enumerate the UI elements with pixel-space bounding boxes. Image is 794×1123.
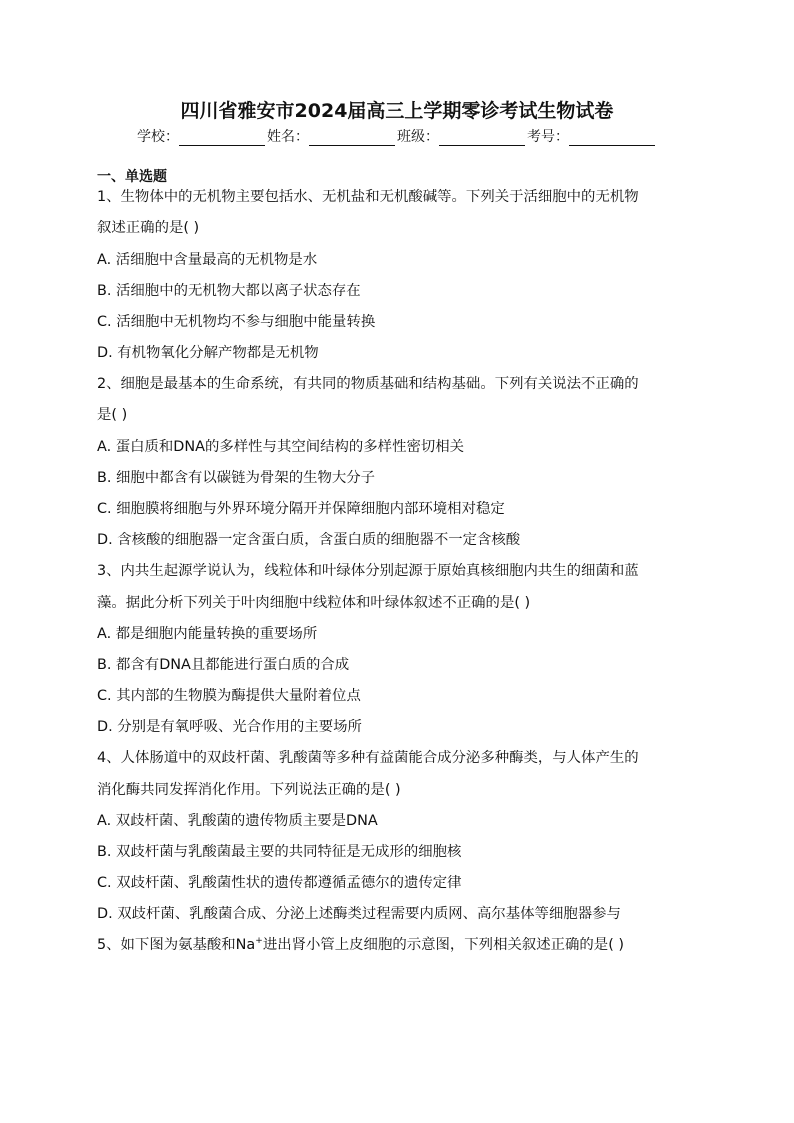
name-field[interactable] [267,126,397,146]
question-5-stem [97,935,624,955]
question-4-stem-line-1: 4、人体肠道中的双歧杆菌、乳酸菌等多种有益菌能合成分泌多种酶类，与人体产生的 [97,750,639,766]
question-3-option-d[interactable]: D. 分别是有氧呼吸、光合作用的主要场所 [97,719,362,735]
exam-number-blank[interactable] [569,129,655,146]
question-1-stem-line-1: 1、生物体中的无机物主要包括水、无机盐和无机酸碱等。下列关于活细胞中的无机物 [97,189,639,205]
question-4-option-b[interactable]: B. 双歧杆菌与乳酸菌最主要的共同特征是无成形的细胞核 [97,844,462,860]
exam-number-field[interactable] [527,126,657,146]
question-4-option-a[interactable]: A. 双歧杆菌、乳酸菌的遗传物质主要是DNA [97,813,378,829]
question-4-option-d[interactable]: D. 双歧杆菌、乳酸菌合成、分泌上述酶类过程需要内质网、高尔基体等细胞器参与 [97,906,621,922]
question-3-option-c[interactable]: C. 其内部的生物膜为酶提供大量附着位点 [97,688,361,704]
question-2-option-d[interactable]: D. 含核酸的细胞器一定含蛋白质，含蛋白质的细胞器不一定含核酸 [97,532,521,548]
exam-number-label: 考号： [527,129,569,145]
question-5-stem-before: 5、如下图为氨基酸和Na [97,937,256,953]
sodium-charge: + [255,936,263,947]
question-5-stem-after: 进出肾小管上皮细胞的示意图，下列相关叙述正确的是( ) [262,937,624,953]
question-4-option-c[interactable]: C. 双歧杆菌、乳酸菌性状的遗传都遵循孟德尔的遗传定律 [97,875,462,891]
question-1-option-b[interactable]: B. 活细胞中的无机物大都以离子状态存在 [97,283,361,299]
section-title: 一、单选题 [97,169,167,185]
class-label: 班级： [397,129,439,145]
student-info-row [0,126,794,146]
class-blank[interactable] [439,129,525,146]
question-2-option-b[interactable]: B. 细胞中都含有以碳链为骨架的生物大分子 [97,470,376,486]
question-2-option-a[interactable]: A. 蛋白质和DNA的多样性与其空间结构的多样性密切相关 [97,439,465,455]
question-2-option-c[interactable]: C. 细胞膜将细胞与外界环境分隔开并保障细胞内部环境相对稳定 [97,501,505,517]
question-3-stem-line-1: 3、内共生起源学说认为，线粒体和叶绿体分别起源于原始真核细胞内共生的细菌和蓝 [97,563,639,579]
question-1-option-c[interactable]: C. 活细胞中无机物均不参与细胞中能量转换 [97,314,376,330]
question-3-stem-line-2: 藻。据此分析下列关于叶肉细胞中线粒体和叶绿体叙述不正确的是( ) [97,595,531,611]
question-1-option-a[interactable]: A. 活细胞中含量最高的无机物是水 [97,252,318,268]
name-blank[interactable] [309,129,395,146]
class-field[interactable] [397,126,527,146]
name-label: 姓名： [267,129,309,145]
school-field[interactable] [137,126,267,146]
school-blank[interactable] [179,129,265,146]
question-2-stem-line-2: 是( ) [97,407,128,423]
question-2-stem-line-1: 2、细胞是最基本的生命系统，有共同的物质基础和结构基础。下列有关说法不正确的 [97,376,639,392]
question-4-stem-line-2: 消化酶共同发挥消化作用。下列说法正确的是( ) [97,782,401,798]
exam-title: 四川省雅安市2024届高三上学期零诊考试生物试卷 [180,100,614,122]
question-1-stem-line-2: 叙述正确的是( ) [97,220,200,236]
question-3-option-b[interactable]: B. 都含有DNA且都能进行蛋白质的合成 [97,657,350,673]
question-3-option-a[interactable]: A. 都是细胞内能量转换的重要场所 [97,626,318,642]
question-1-option-d[interactable]: D. 有机物氧化分解产物都是无机物 [97,345,319,361]
school-label: 学校： [137,129,179,145]
